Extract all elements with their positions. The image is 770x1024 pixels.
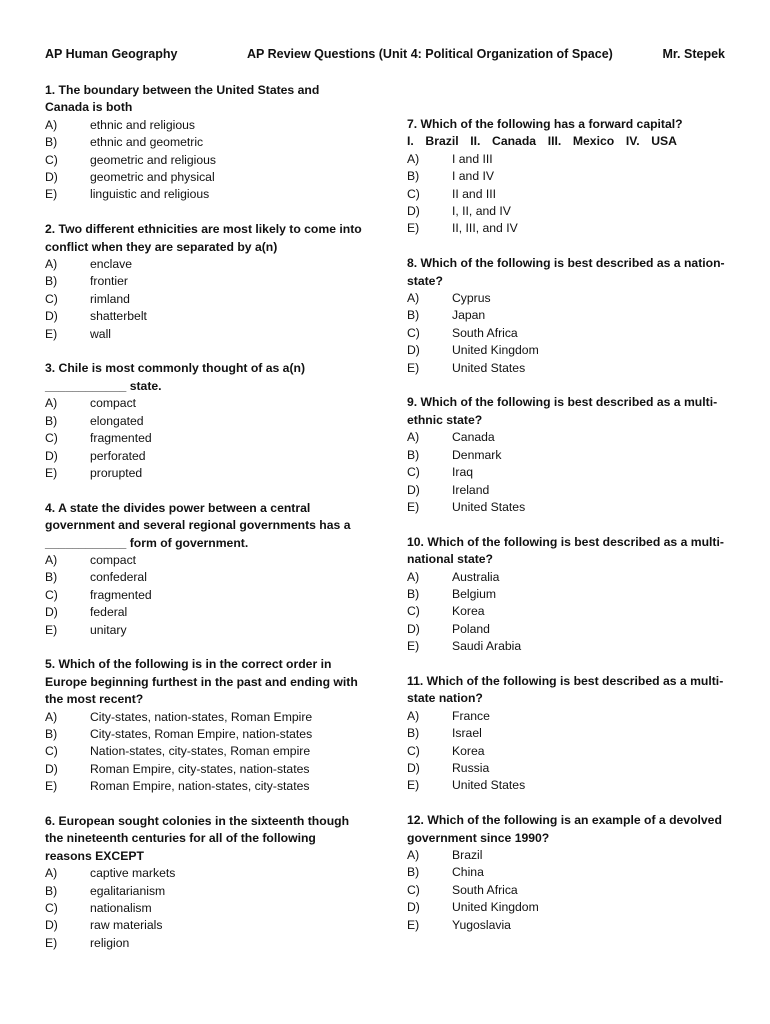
choice-text: United Kingdom [452,343,539,358]
choice-text: Brazil [452,847,483,862]
answer-choice [407,482,727,499]
answer-choice [45,935,365,952]
choice-text: geometric and religious [90,152,217,167]
choice-text: City-states, nation-states, Roman Empire [90,709,313,724]
choice-letter: B) [45,413,58,428]
choice-text: fragmented [90,431,152,446]
choice-letter: E) [407,917,420,932]
choice-text: France [452,708,490,723]
choice-text: confederal [90,570,147,585]
choice-letter: C) [407,186,420,201]
answer-choice [407,342,727,359]
question-9 [407,394,727,516]
answer-choice [407,464,727,481]
choice-letter: A) [45,257,58,272]
course-name: AP Human Geography [45,47,178,61]
question-11 [407,673,727,795]
choice-text: Nation-states, city-states, Roman empire [90,744,311,759]
answer-choice [407,621,727,638]
answer-choice [407,569,727,586]
worksheet-title: AP Review Questions (Unit 4: Political Organization of Space) [247,47,613,61]
answer-choice [407,917,727,934]
teacher-name: Mr. Stepek [662,47,725,61]
answer-choice [407,429,727,446]
choice-text: linguistic and religious [90,187,210,202]
choice-text: Belgium [452,586,497,601]
question-8 [407,255,727,377]
answer-choice [45,465,365,482]
choice-letter: D) [407,343,420,358]
answer-choice [407,638,727,655]
choice-text: II, III, and IV [452,221,518,236]
question-3 [45,360,365,482]
choice-letter: A) [45,552,58,567]
answer-choice [45,256,365,273]
choice-text: United Kingdom [452,900,539,915]
question-stem: 12. Which of the following is an example of a devolved government since 1990? [407,813,722,845]
answer-choice [45,587,365,604]
choice-letter: D) [45,918,58,933]
choice-text: ethnic and geometric [90,135,204,150]
choice-text: egalitarianism [90,883,166,898]
choice-letter: E) [407,221,420,236]
choice-letter: B) [45,570,58,585]
answer-choice [45,134,365,151]
choice-letter: C) [45,152,58,167]
choice-text: rimland [90,291,130,306]
answer-choice [45,169,365,186]
choice-letter: D) [45,448,58,463]
answer-choice [45,778,365,795]
choice-text: wall [90,326,111,341]
choice-letter: E) [45,465,58,480]
answer-choice [407,603,727,620]
choice-letter: D) [45,605,58,620]
choice-letter: E) [407,360,420,375]
choice-letter: A) [407,708,420,723]
question-stem: 10. Which of the following is best described as a multi-national state? [407,534,724,567]
choice-letter: B) [45,726,58,741]
question-stem: 8. Which of the following is best described as a nation-state? [407,256,725,288]
choice-letter: D) [407,482,420,497]
choice-text: Canada [452,430,495,445]
choice-text: elongated [90,413,144,428]
choice-letter: E) [407,639,420,654]
choice-text: Russia [452,760,490,775]
answer-choice [407,220,727,237]
choice-letter: C) [407,882,420,897]
choice-letter: D) [45,170,58,185]
choice-text: captive markets [90,866,176,881]
choice-text: enclave [90,257,133,272]
choice-text: South Africa [452,325,518,340]
choice-text: Saudi Arabia [452,639,522,654]
choice-text: perforated [90,448,146,463]
answer-choice [45,569,365,586]
answer-choice [407,864,727,881]
choice-text: I and IV [452,169,495,184]
choice-letter: D) [45,761,58,776]
choice-text: compact [90,552,137,567]
choice-text: Australia [452,569,500,584]
choice-text: Korea [452,743,485,758]
question-6 [45,813,365,952]
choice-text: fragmented [90,587,152,602]
choice-letter: D) [407,760,420,775]
choice-letter: E) [45,935,58,950]
choice-letter: E) [45,622,58,637]
choice-letter: A) [407,430,420,445]
answer-choice [45,726,365,743]
choice-text: I and III [452,151,493,166]
choice-text: United States [452,499,526,514]
answer-choice [407,325,727,342]
question-stem: 6. European sought colonies in the sixteenth though the nineteenth centuries for all of the following reasons EXCEPT [45,813,350,863]
answer-choice [45,152,365,169]
answer-choice [45,186,365,203]
question-stem: 7. Which of the following has a forward capital? [407,117,683,131]
choice-text: compact [90,396,137,411]
choice-text: nationalism [90,901,152,916]
choice-letter: A) [407,291,420,306]
choice-text: religion [90,935,130,950]
answer-choice [45,117,365,134]
choice-text: Iraq [452,465,474,480]
choice-letter: B) [407,169,420,184]
answer-choice [45,552,365,569]
answer-choice [407,360,727,377]
question-stem: 4. A state the divides power between a central government and several regional governments has a ____________ form of government. [45,500,351,550]
answer-choice [45,917,365,934]
choice-letter: C) [407,743,420,758]
answer-choice [407,899,727,916]
page-header [45,47,725,65]
question-stem: 2. Two different ethnicities are most likely to come into conflict when they are separated by a(n) [45,222,362,254]
right-column [407,116,727,951]
choice-text: Japan [452,308,486,323]
roman-numeral-list [407,133,677,150]
choice-letter: A) [407,151,420,166]
roman-item: Canada [492,134,537,149]
choice-text: I, II, and IV [452,204,511,219]
answer-choice [407,168,727,185]
answer-choice [407,847,727,864]
choice-letter: E) [45,779,58,794]
answer-choice [407,708,727,725]
answer-choice [45,448,365,465]
roman-item: Brazil [425,134,459,149]
choice-text: Cyprus [452,291,491,306]
answer-choice [407,307,727,324]
choice-letter: C) [45,901,58,916]
answer-choice [407,725,727,742]
answer-choice [407,586,727,603]
choice-letter: B) [45,135,58,150]
question-5 [45,656,365,795]
answer-choice [407,760,727,777]
answer-choice [45,413,365,430]
choice-text: Korea [452,604,485,619]
question-1 [45,82,365,204]
question-stem: 5. Which of the following is in the correct order in Europe beginning furthest in the past and ending with the most recent? [45,657,358,707]
answer-choice [407,743,727,760]
choice-text: raw materials [90,918,163,933]
choice-text: City-states, Roman Empire, nation-states [90,726,313,741]
answer-choice [45,273,365,290]
choice-text: frontier [90,274,128,289]
answer-choice [45,395,365,412]
choice-letter: B) [407,447,420,462]
choice-letter: B) [407,586,420,601]
choice-text: shatterbelt [90,309,147,324]
answer-choice [407,203,727,220]
answer-choice [407,186,727,203]
choice-text: United States [452,778,526,793]
choice-text: Israel [452,726,482,741]
answer-choice [45,308,365,325]
answer-choice [45,743,365,760]
choice-letter: A) [45,396,58,411]
question-2 [45,221,365,343]
choice-letter: E) [45,326,58,341]
roman-item: Mexico [572,134,615,149]
choice-text: geometric and physical [90,170,215,185]
choice-text: Poland [452,621,490,636]
choice-letter: D) [45,309,58,324]
answer-choice [45,865,365,882]
question-7 [407,116,727,238]
choice-letter: B) [45,883,58,898]
choice-letter: C) [45,291,58,306]
question-12 [407,812,727,934]
answer-choice [45,430,365,447]
answer-choice [407,151,727,168]
choice-letter: D) [407,900,420,915]
choice-letter: E) [407,778,420,793]
answer-choice [45,900,365,917]
choice-text: Roman Empire, city-states, nation-states [90,761,310,776]
question-stem: 1. The boundary between the United States and Canada is both [45,83,320,115]
choice-letter: C) [45,744,58,759]
roman-label: II. [470,134,481,149]
choice-text: Ireland [452,482,490,497]
choice-letter: A) [45,866,58,881]
choice-text: China [452,865,484,880]
answer-choice [45,622,365,639]
answer-choice [407,290,727,307]
choice-text: II and III [452,186,497,201]
answer-choice [407,882,727,899]
choice-text: prorupted [90,465,143,480]
choice-letter: C) [407,604,420,619]
answer-choice [407,499,727,516]
roman-label: III. [547,134,562,149]
choice-letter: C) [45,587,58,602]
choice-letter: A) [45,117,58,132]
answer-choice [45,604,365,621]
choice-letter: A) [407,847,420,862]
choice-letter: E) [45,187,58,202]
choice-text: Denmark [452,447,502,462]
choice-letter: A) [407,569,420,584]
answer-choice [45,709,365,726]
question-4 [45,500,365,639]
choice-letter: D) [407,204,420,219]
question-10 [407,534,727,656]
answer-choice [45,761,365,778]
answer-choice [45,326,365,343]
choice-text: unitary [90,622,127,637]
answer-choice [407,777,727,794]
question-stem: 9. Which of the following is best described as a multi-ethnic state? [407,395,718,427]
roman-item: USA [651,134,677,149]
choice-letter: B) [45,274,58,289]
choice-letter: C) [45,431,58,446]
left-column [45,82,365,970]
choice-text: Yugoslavia [452,917,511,932]
question-stem: 3. Chile is most commonly thought of as a(n) ____________ state. [45,361,306,393]
choice-letter: C) [407,325,420,340]
choice-text: South Africa [452,882,518,897]
choice-text: ethnic and religious [90,117,196,132]
choice-text: federal [90,605,128,620]
choice-letter: D) [407,621,420,636]
choice-letter: C) [407,465,420,480]
choice-list [407,151,727,238]
choice-letter: B) [407,865,420,880]
question-stem: 11. Which of the following is best described as a multi-state nation? [407,673,724,706]
choice-letter: E) [407,499,420,514]
choice-letter: A) [45,709,58,724]
choice-letter: B) [407,308,420,323]
choice-text: Roman Empire, nation-states, city-states [90,779,310,794]
answer-choice [45,883,365,900]
choice-letter: B) [407,726,420,741]
answer-choice [407,447,727,464]
roman-label: I. [407,134,414,149]
roman-label: IV. [625,134,640,149]
choice-text: United States [452,360,526,375]
answer-choice [45,291,365,308]
